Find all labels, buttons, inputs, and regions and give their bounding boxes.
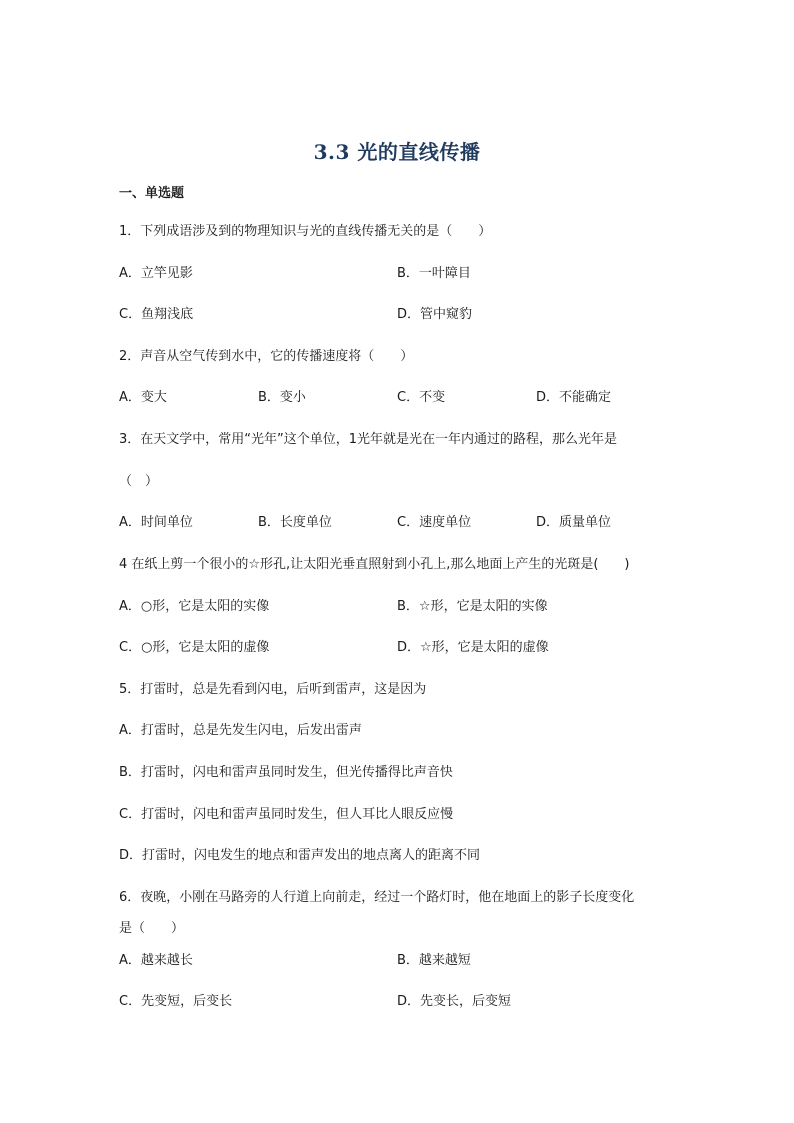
page-title: 3.3 光的直线传播	[313, 140, 481, 164]
question-1-stem: 1．下列成语涉及到的物理知识与光的直线传播无关的是（ ）	[119, 224, 492, 239]
question-3-option-a: A．时间单位	[119, 515, 193, 530]
question-1-option-c: C．鱼翔浅底	[119, 307, 194, 322]
question-6-option-c: C．先变短，后变长	[119, 994, 233, 1009]
question-5-option-b: B．打雷时，闪电和雷声虽同时发生，但光传播得比声音快	[119, 765, 453, 780]
question-5-option-c: C．打雷时，闪电和雷声虽同时发生，但人耳比人眼反应慢	[119, 807, 454, 822]
question-1-option-d: D．管中窥豹	[397, 307, 473, 322]
question-6-option-a: A．越来越长	[119, 953, 193, 968]
question-3-option-c: C．速度单位	[397, 515, 472, 530]
question-4-option-d: D．☆形，它是太阳的虚像	[397, 640, 549, 655]
question-1-option-a: A．立竿见影	[119, 266, 193, 281]
section-heading: 一、单选题	[119, 186, 185, 201]
question-5-stem: 5．打雷时，总是先看到闪电，后听到雷声，这是因为	[119, 682, 427, 697]
question-2-option-c: C．不变	[397, 390, 446, 405]
question-4-option-b: B．☆形，它是太阳的实像	[397, 599, 548, 614]
question-2-stem: 2．声音从空气传到水中，它的传播速度将（ ）	[119, 349, 414, 364]
question-6-stem: 6．夜晚，小刚在马路旁的人行道上向前走，经过一个路灯时，他在地面上的影子长度变化	[119, 890, 635, 905]
question-6-option-b: B．越来越短	[397, 953, 471, 968]
question-3-option-b: B．长度单位	[258, 515, 332, 530]
question-4-stem: 4 在纸上剪一个很小的☆形孔,让太阳光垂直照射到小孔上,那么地面上产生的光斑是( )	[119, 557, 630, 572]
question-1-option-b: B．一叶障目	[397, 266, 471, 281]
question-3-option-d: D．质量单位	[536, 515, 612, 530]
question-2-option-d: D．不能确定	[536, 390, 612, 405]
question-4-option-c: C．○形，它是太阳的虚像	[119, 640, 270, 655]
question-3-stem-cont: （ ）	[119, 474, 159, 489]
question-3-stem: 3．在天文学中，常用“光年”这个单位，1光年就是光在一年内通过的路程，那么光年是	[119, 432, 618, 447]
question-6-stem-cont: 是（ ）	[119, 921, 185, 936]
question-5-option-d: D．打雷时，闪电发生的地点和雷声发出的地点离人的距离不同	[119, 848, 481, 863]
question-5-option-a: A．打雷时，总是先发生闪电，后发出雷声	[119, 723, 362, 738]
question-4-option-a: A．○形，它是太阳的实像	[119, 599, 270, 614]
question-2-option-b: B．变小	[258, 390, 306, 405]
question-6-option-d: D．先变长，后变短	[397, 994, 512, 1009]
question-2-option-a: A．变大	[119, 390, 167, 405]
